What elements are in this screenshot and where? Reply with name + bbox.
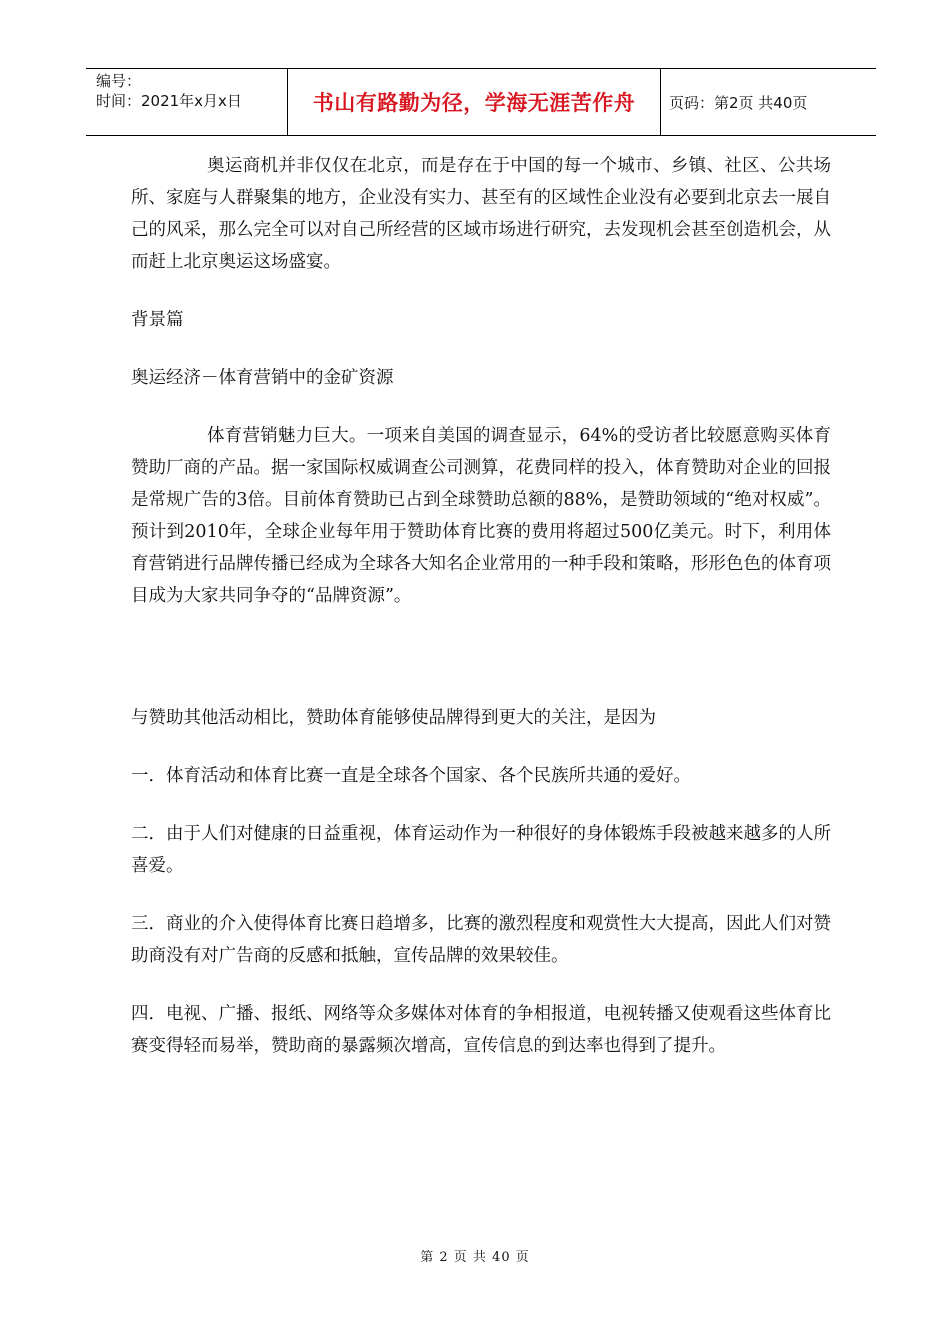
list-item-reason-2: 二．由于人们对健康的日益重视，体育运动作为一种很好的身体锻炼手段被越来越多的人所喜爱。 <box>131 824 831 876</box>
header-motto: 书山有路勤为径，学海无涯苦作舟 <box>288 69 661 135</box>
header-meta <box>86 69 288 135</box>
list-item-reason-4: 四．电视、广播、报纸、网络等众多媒体对体育的争相报道，电视转播又使观看这些体育比赛变得轻而易举，赞助商的暴露频次增高，宣传信息的到达率也得到了提升。 <box>131 1004 831 1056</box>
list-item-reason-3: 三．商业的介入使得体育比赛日趋增多，比赛的激烈程度和观赏性大大提高，因此人们对赞助商没有对广告商的反感和抵触，宣传品牌的效果较佳。 <box>131 914 831 966</box>
list-item-reason-1: 一．体育活动和体育比赛一直是全球各个国家、各个民族所共通的爱好。 <box>131 766 691 786</box>
paragraph-reasons-intro: 与赞助其他活动相比，赞助体育能够使品牌得到更大的关注，是因为 <box>131 708 656 728</box>
page-header <box>86 68 876 136</box>
header-page-number: 页码：第2页 共40页 <box>669 93 808 112</box>
paragraph-olympic-opportunity: 奥运商机并非仅仅在北京，而是存在于中国的每一个城市、乡镇、社区、公共场所、家庭与人群聚集的地方，企业没有实力、甚至有的区域性企业没有必要到北京去一展自己的风采，那么完全可以对自己所经营的区域市场进行研究，去发现机会甚至创造机会，从而赶上北京奥运这场盛宴。 <box>131 156 831 272</box>
page-footer: 第 2 页 共 40 页 <box>420 1250 530 1265</box>
document-time: 时间：2021年x月x日 <box>96 92 242 110</box>
document-number: 编号： <box>96 72 142 90</box>
paragraph-sports-marketing: 体育营销魅力巨大。一项来自美国的调查显示，64%的受访者比较愿意购买体育赞助厂商的产品。据一家国际权威调查公司测算，花费同样的投入，体育赞助对企业的回报是常规广告的3倍。目前体育赞助已占到全球赞助总额的88%，是赞助领域的“绝对权威”。预计到2010年，全球企业每年用于赞助体育比赛的费用将超过500亿美元。时下，利用体育营销进行品牌传播已经成为全球各大知名企业常用的一种手段和策略，形形色色的体育项目成为大家共同争夺的“品牌资源”。 <box>131 426 831 606</box>
section-heading-background: 背景篇 <box>131 310 184 330</box>
section-subheading: 奥运经济－体育营销中的金矿资源 <box>131 368 394 388</box>
document-body <box>131 150 831 1062</box>
